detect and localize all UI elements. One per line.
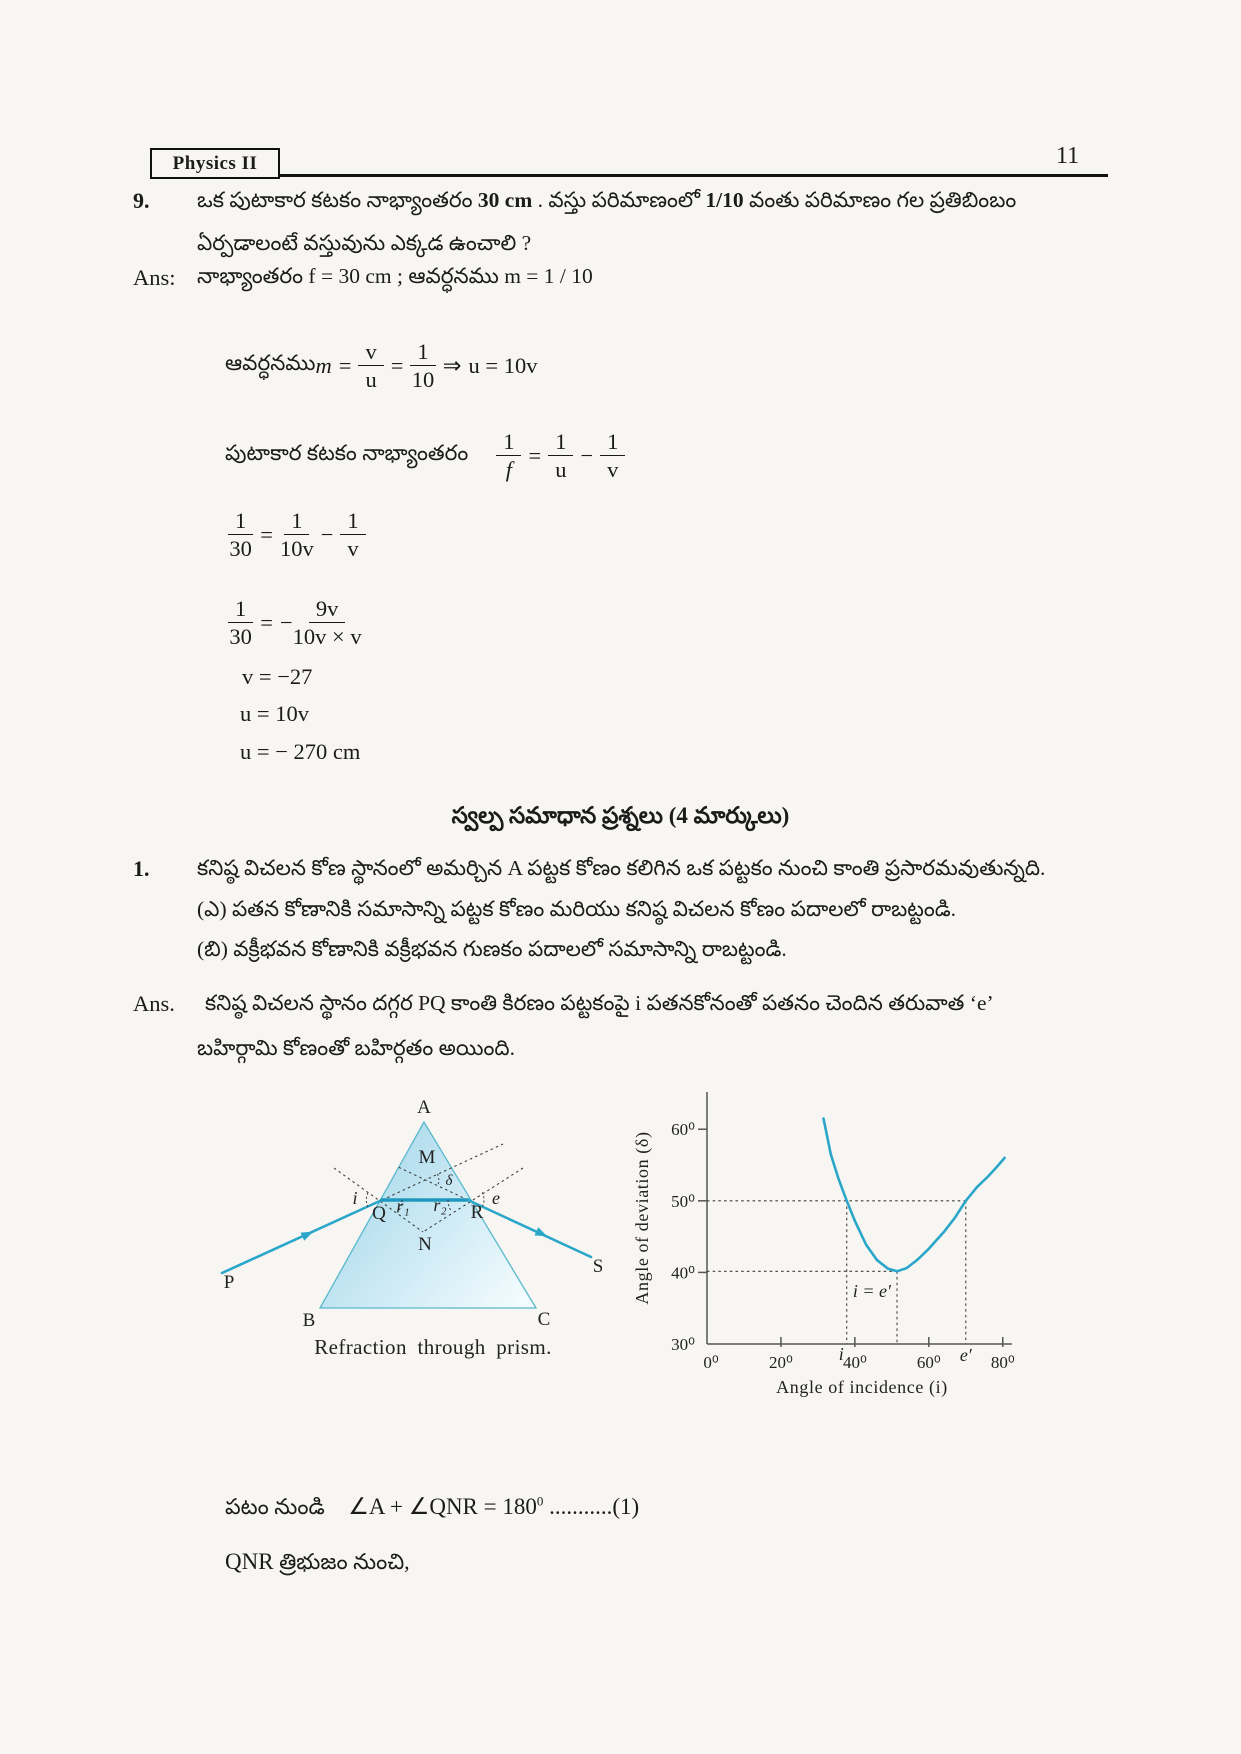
equation-substitution	[228, 508, 366, 561]
question-9-line2: ఏర్పడాలంటే వస్తువును ఎక్కడ ఉంచాలి ?	[197, 231, 532, 255]
eq2-prefix: పుటాకార కటకం నాభ్యాంతరం	[225, 440, 469, 465]
x-tick-label: 40⁰	[842, 1353, 867, 1372]
eq2-minus: −	[580, 442, 594, 468]
ans9-text-b: ఆవర్ధనము	[408, 264, 505, 288]
equation-lens-formula	[225, 429, 625, 482]
result-u-value: u = − 270 cm	[240, 739, 361, 764]
x-tick-label: 20⁰	[769, 1353, 793, 1372]
triangle-QNR: QNR	[225, 1549, 274, 1574]
page-number: 11	[1056, 143, 1080, 169]
eq1-equals2: =	[390, 352, 404, 378]
deviation-graph	[600, 1080, 1060, 1410]
angle-delta-label: δ	[445, 1173, 453, 1189]
y-tick-label: 30⁰	[671, 1335, 695, 1354]
incident-ray-arrowhead	[300, 1228, 315, 1241]
fraction-1-f: $\frac{1}{f}$	[496, 429, 521, 482]
question-1-line3: (బి) వక్రీభవన కోణానికి వక్రీభవన గుణకం పదాలలో సమాసాన్ని రాబట్టండి.	[197, 937, 787, 961]
fraction-9v-10vv: $\frac{9v}{10v \times v}$	[292, 596, 362, 650]
answer-1-line2: బహిర్గామి కోణంతో బహిర్గతం అయింది.	[197, 1036, 515, 1060]
point-S-label: S	[592, 1256, 604, 1277]
eq4-equals: =	[260, 609, 273, 635]
fraction-1-30b: $\frac{1}{30}$	[229, 596, 252, 650]
question-1-number: 1.	[133, 856, 150, 881]
prism-diagram	[195, 1085, 620, 1370]
eq2-equals: =	[528, 442, 542, 468]
angle-of-deviation-curve	[824, 1119, 1005, 1272]
derivation-lead: పటం నుండి	[225, 1494, 325, 1519]
y-tick-label: 40⁰	[671, 1263, 695, 1283]
section-heading: స్వల్ప సమాధాన ప్రశ్నలు (4 మార్కులు)	[451, 803, 790, 828]
angle-e-label: e	[492, 1188, 500, 1208]
prism-caption: Refraction through prism.	[314, 1335, 552, 1359]
angle-i-label: i	[352, 1188, 358, 1208]
answer-9-label: Ans:	[133, 265, 176, 290]
q9-text-c: వంతు పరిమాణం గల ప్రతిబింబం	[743, 188, 1017, 212]
fraction-1-v2: $\frac{1}{v}$	[340, 508, 365, 561]
question-9-line1	[197, 188, 1016, 218]
eq4-minus: −	[279, 609, 293, 635]
vertex-C-label: C	[537, 1309, 551, 1330]
derivation-line2-text: త్రిభుజం నుంచి,	[273, 1549, 410, 1574]
header-rule	[150, 174, 1108, 177]
header-title-box	[150, 148, 280, 179]
result-v: v = −27	[242, 664, 313, 689]
question-1-line2: (ఎ) పతన కోణానికి సమాసాన్ని పట్టక కోణం మరియు కనిష్ఠ విచలన కోణం పదాలలో రాబట్టండి.	[197, 897, 957, 921]
header-title: Physics II	[172, 152, 258, 174]
ans9-magnif: m = 1 / 10	[504, 264, 593, 288]
fraction-1-30: $\frac{1}{30}$	[229, 508, 252, 562]
e-prime-axis-label: e′	[959, 1345, 972, 1365]
question-9-number: 9.	[133, 188, 150, 213]
ans9-text-a: నాభ్యాంతరం	[197, 264, 309, 288]
x-tick-label: 0⁰	[703, 1353, 719, 1372]
graph-dynamic	[671, 1119, 1015, 1373]
ans9-focal: f = 30 cm ;	[308, 264, 409, 288]
y-tick-label: 50⁰	[671, 1191, 695, 1211]
eq3-minus: −	[320, 521, 334, 547]
fraction-1-v: $\frac{1}{v}$	[600, 429, 625, 482]
fraction-1-10: $\frac{1}{10}$	[411, 339, 435, 393]
equation-magnification	[225, 339, 537, 392]
point-P-label: P	[223, 1272, 235, 1293]
eq1-equals: =	[338, 352, 352, 378]
angle-r1-label: r₁	[396, 1196, 410, 1216]
y-tick-label: 60⁰	[671, 1120, 695, 1140]
eq1-prefix: ఆవర్ధనము	[225, 350, 316, 375]
emergent-ray-arrowhead	[534, 1227, 549, 1240]
vertex-A-label: A	[417, 1097, 431, 1118]
fraction-1-u: $\frac{1}{u}$	[548, 429, 573, 482]
equation-simplified	[228, 596, 362, 649]
vertex-B-label: B	[302, 1310, 316, 1331]
point-N-label: N	[418, 1234, 432, 1255]
point-R-label: R	[470, 1202, 484, 1223]
question-1-line1: కనిష్ఠ విచలన కోణ స్థానంలో అమర్చిన A పట్టక కోణం కలిగిన ఒక పట్టకం నుంచి కాంతి ప్రసారమవుతున్నది.	[197, 856, 1046, 880]
answer-1-line1: కనిష్ఠ విచలన స్థానం దగ్గర PQ కాంతి కిరణం పట్టకంపై i పతనకోనంతో పతనం చెందిన తరువాత ‘e’	[205, 991, 994, 1015]
derivation-line2	[225, 1549, 410, 1580]
q9-magnification: 1/10	[705, 188, 744, 212]
point-Q-label: Q	[372, 1203, 386, 1224]
eq1-result: u = 10v	[468, 352, 538, 378]
answer-1-label: Ans.	[133, 991, 175, 1016]
x-tick-label: 60⁰	[916, 1353, 941, 1372]
x-axis-title: Angle of incidence (i)	[776, 1377, 948, 1397]
angle-i-arc	[366, 1191, 369, 1207]
minimum-deviation-label: i = e′	[852, 1281, 891, 1301]
angle-r2-label: r₂	[433, 1195, 447, 1215]
fraction-v-u: $\frac{v}{u}$	[358, 339, 383, 392]
eq1-m: m	[315, 352, 332, 378]
fraction-1-10v: $\frac{1}{10v}$	[279, 508, 314, 562]
eq3-equals: =	[260, 521, 273, 547]
implies-arrow: ⇒	[442, 352, 462, 378]
q9-text-b: . వస్తు పరిమాణంలో	[532, 188, 706, 212]
derivation-line1	[225, 1494, 639, 1525]
q9-focal-length: 30 cm	[477, 188, 533, 212]
answer-9-intro	[197, 264, 593, 294]
angle-sum-equation: ∠A + ∠QNR = $180^0$ ...........(1)	[348, 1493, 640, 1519]
result-u-relation: u = 10v	[240, 701, 309, 726]
y-axis-title: Angle of deviation (δ)	[632, 1131, 652, 1305]
x-tick-label: 80⁰	[990, 1353, 1015, 1372]
q9-text-a: ఒక పుటాకార కటకం నాభ్యాంతరం	[197, 188, 478, 212]
point-M-label: M	[418, 1147, 436, 1168]
i-axis-label: i	[838, 1344, 844, 1364]
